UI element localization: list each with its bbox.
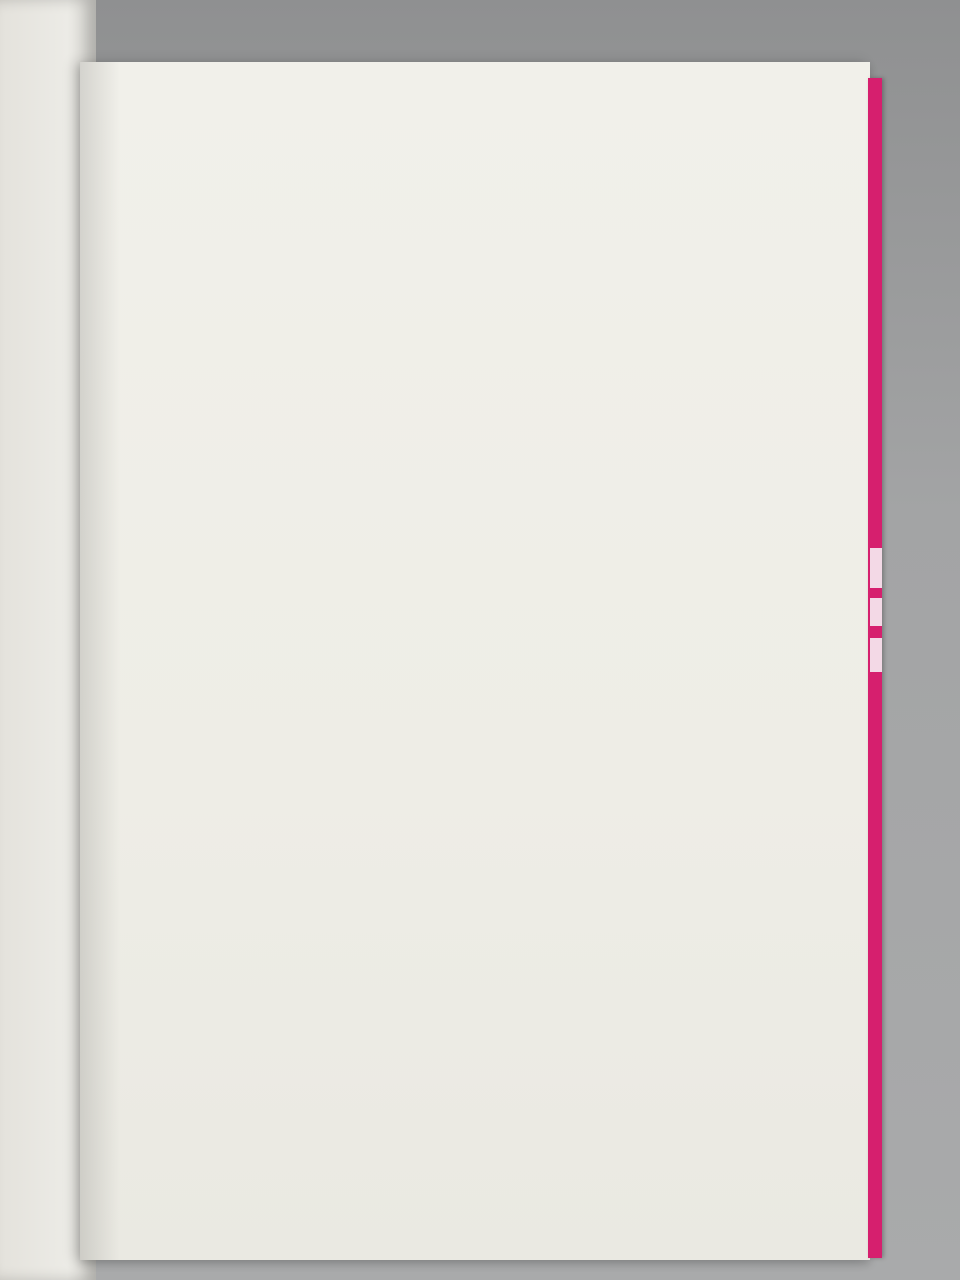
gutter-shadow bbox=[80, 62, 120, 1260]
right-page bbox=[80, 62, 870, 1260]
book-cover-edge bbox=[868, 78, 882, 1258]
